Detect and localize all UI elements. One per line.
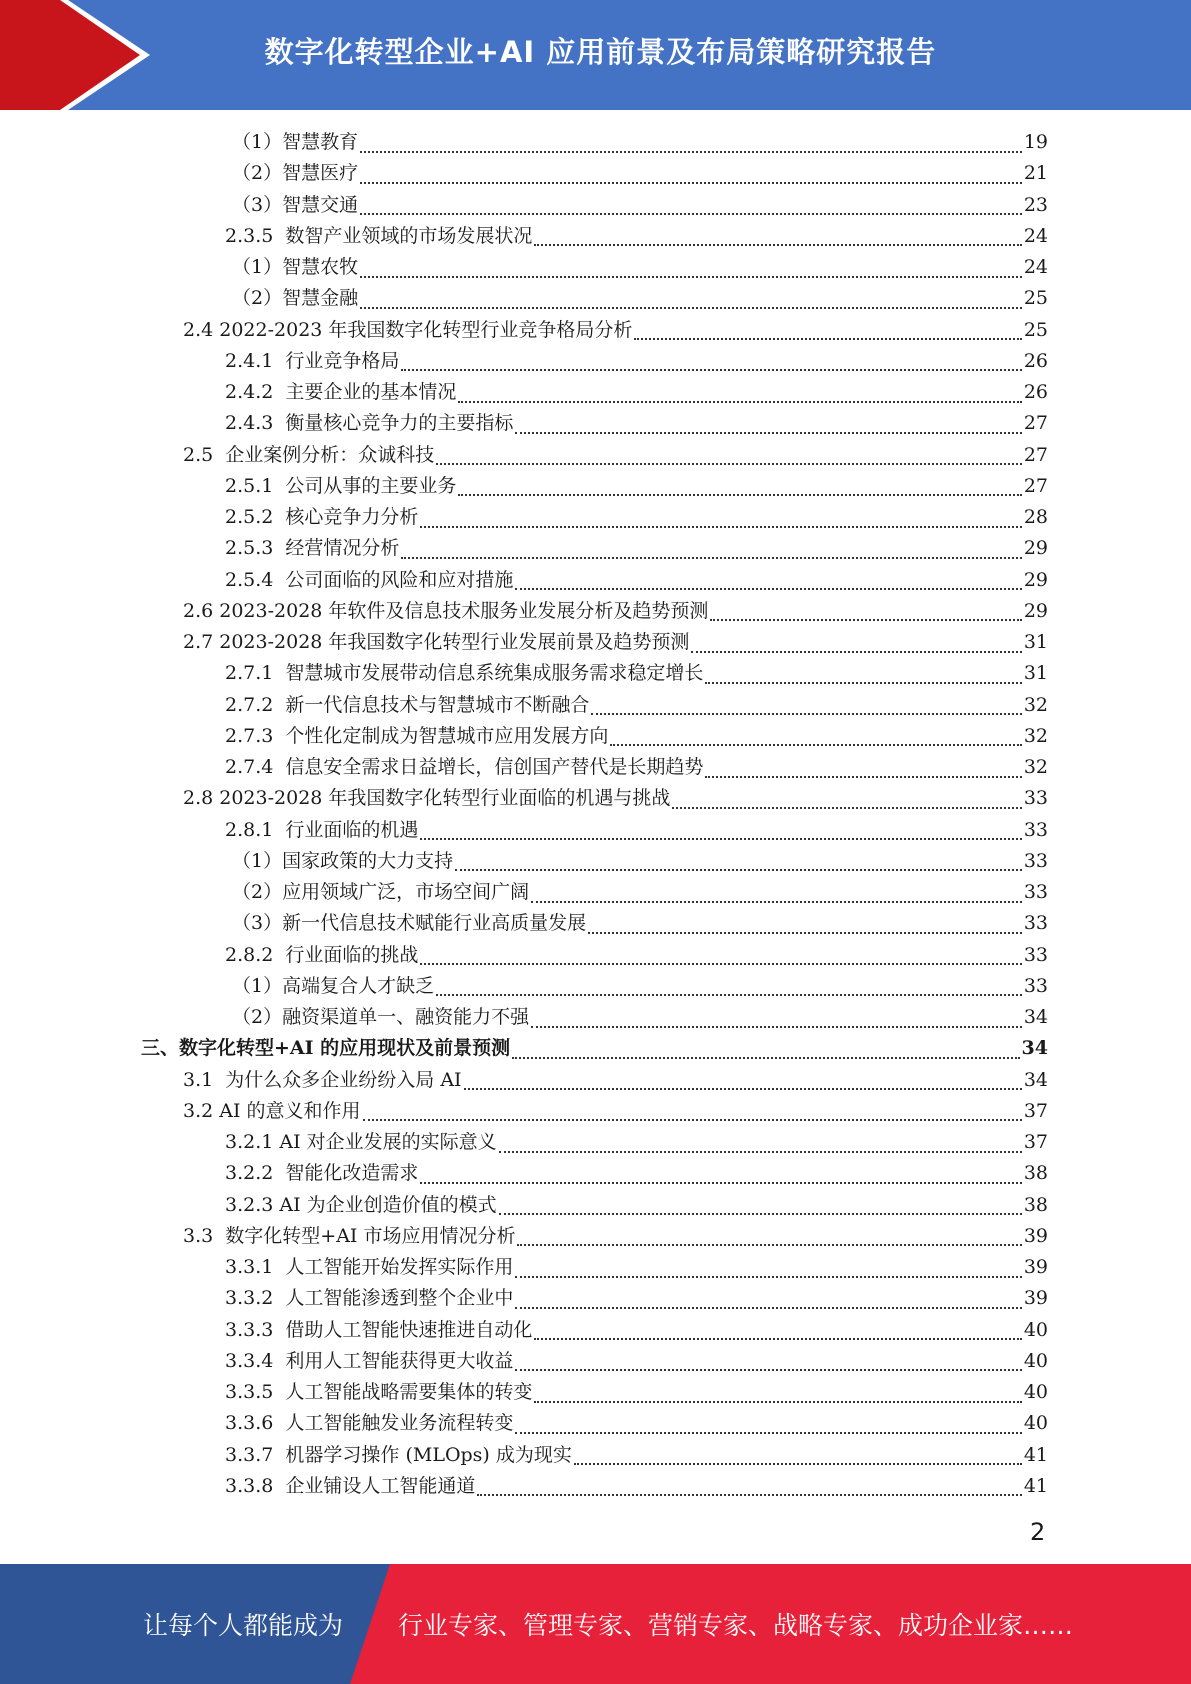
toc-entry-page: 31: [1023, 631, 1048, 653]
toc-entry-title: 3.2.3 AI 为企业创造价值的模式: [225, 1193, 497, 1216]
toc-dot-leader: [464, 1088, 1022, 1090]
toc-entry[interactable]: [225, 1252, 1048, 1283]
toc-entry-title: （3）智慧交通: [232, 193, 359, 216]
toc-entry-title: 2.8 2023-2028 年我国数字化转型行业面临的机遇与挑战: [183, 787, 671, 810]
toc-entry-page: 31: [1023, 662, 1048, 685]
footer-slogan-left: 让每个人都能成为: [143, 1611, 344, 1640]
toc-entry-title: 2.4 2022-2023 年我国数字化转型行业竞争格局分析: [183, 318, 633, 341]
toc-dot-leader: [477, 1494, 1021, 1496]
toc-entry-title: 2.3.5 数智产业领域的市场发展状况: [225, 224, 533, 247]
toc-entry[interactable]: [183, 315, 1048, 346]
toc-entry-title: （2）融资渠道单一、融资能力不强: [232, 1006, 530, 1028]
toc-entry-page: 37: [1023, 1099, 1048, 1122]
toc-dot-leader: [420, 963, 1021, 965]
toc-dot-leader: [534, 244, 1021, 246]
toc-entry-page: 40: [1023, 1412, 1048, 1435]
toc-entry-page: 40: [1023, 1318, 1048, 1341]
toc-entry[interactable]: [225, 1127, 1048, 1158]
toc-entry-title: 3.3.8 企业铺设人工智能通道: [225, 1474, 476, 1497]
toc-entry-page: 39: [1023, 1224, 1048, 1247]
toc-entry-page: 26: [1023, 381, 1048, 403]
toc-dot-leader: [360, 276, 1022, 278]
header-red-chevron: [0, 0, 150, 110]
toc-entry[interactable]: [232, 127, 1048, 158]
toc-entry-page: 34: [1023, 1006, 1048, 1028]
toc-entry[interactable]: [232, 846, 1048, 877]
toc-entry-title: （1）国家政策的大力支持: [232, 849, 454, 872]
toc-entry-page: 33: [1023, 818, 1048, 841]
toc-entry-title: 2.7 2023-2028 年我国数字化转型行业发展前景及趋势预测: [183, 631, 690, 653]
toc-dot-leader: [360, 151, 1022, 153]
toc-entry-page: 24: [1023, 224, 1048, 247]
toc-entry-title: 2.7.2 新一代信息技术与智慧城市不断融合: [225, 693, 590, 716]
toc-entry[interactable]: [232, 971, 1048, 1002]
toc-dot-leader: [360, 213, 1022, 215]
toc-entry[interactable]: [141, 1033, 1048, 1064]
toc-entry[interactable]: [225, 408, 1048, 439]
toc-entry-title: 2.5 企业案例分析：众诚科技: [183, 443, 435, 466]
toc-entry[interactable]: [225, 377, 1048, 408]
toc-dot-leader: [499, 1151, 1022, 1153]
toc-entry-title: 2.5.3 经营情况分析: [225, 537, 400, 560]
toc-entry[interactable]: [225, 1315, 1048, 1346]
toc-entry-page: 21: [1023, 162, 1048, 185]
toc-dot-leader: [574, 1463, 1022, 1465]
toc-entry-page: 29: [1023, 537, 1048, 560]
toc-entry-title: 2.6 2023-2028 年软件及信息技术服务业发展分析及趋势预测: [183, 599, 709, 622]
toc-dot-leader: [610, 744, 1021, 746]
toc-entry[interactable]: [225, 502, 1048, 533]
toc-entry-title: 2.4.1 行业竞争格局: [225, 349, 400, 372]
toc-entry[interactable]: [225, 346, 1048, 377]
toc-entry-page: 39: [1023, 1256, 1048, 1278]
toc-entry-page: 29: [1023, 568, 1048, 591]
toc-entry[interactable]: [225, 1190, 1048, 1221]
toc-dot-leader: [517, 1244, 1021, 1246]
toc-entry-page: 33: [1023, 787, 1048, 810]
toc-entry-title: （2）智慧医疗: [232, 162, 359, 185]
toc-entry[interactable]: [225, 1158, 1048, 1189]
toc-dot-leader: [534, 1338, 1021, 1340]
toc-dot-leader: [515, 1432, 1021, 1434]
toc-entry-page: 27: [1023, 412, 1048, 435]
toc-entry[interactable]: [225, 1440, 1048, 1471]
toc-dot-leader: [515, 1307, 1021, 1309]
page-number: 2: [1030, 1518, 1046, 1546]
toc-dot-leader: [458, 401, 1021, 403]
toc-entry-title: 2.8.1 行业面临的机遇: [225, 818, 419, 841]
toc-entry[interactable]: [232, 158, 1048, 189]
toc-entry[interactable]: [232, 1002, 1048, 1033]
toc-entry-page: 33: [1023, 849, 1048, 872]
toc-entry-title: 3.3.3 借助人工智能快速推进自动化: [225, 1318, 533, 1341]
toc-entry[interactable]: [225, 1408, 1048, 1439]
toc-entry-title: （2）应用领域广泛，市场空间广阔: [232, 881, 530, 903]
toc-entry[interactable]: [183, 1065, 1048, 1096]
toc-dot-leader: [420, 838, 1021, 840]
toc-entry[interactable]: [225, 1471, 1048, 1502]
toc-entry[interactable]: [232, 190, 1048, 221]
toc-dot-leader: [588, 932, 1022, 934]
toc-dot-leader: [705, 776, 1021, 778]
toc-entry[interactable]: [183, 783, 1048, 814]
toc-entry-page: 27: [1023, 443, 1048, 466]
toc-entry-page: 33: [1023, 912, 1048, 935]
toc-entry-title: 3.1 为什么众多企业纷纷入局 AI: [183, 1068, 462, 1091]
toc-entry-page: 25: [1023, 318, 1048, 341]
toc-entry-page: 33: [1023, 974, 1048, 997]
toc-entry-page: 40: [1023, 1349, 1048, 1372]
toc-entry-title: 2.7.1 智慧城市发展带动信息系统集成服务需求稳定增长: [225, 662, 704, 685]
toc-entry-page: 41: [1023, 1474, 1048, 1497]
toc-entry-title: （3）新一代信息技术赋能行业高质量发展: [232, 912, 587, 935]
toc-dot-leader: [401, 557, 1021, 559]
toc-entry[interactable]: [225, 533, 1048, 564]
toc-dot-leader: [499, 1213, 1022, 1215]
toc-entry-title: 3.3.4 利用人工智能获得更大收益: [225, 1349, 514, 1372]
toc-dot-leader: [360, 182, 1022, 184]
toc-entry[interactable]: [225, 471, 1048, 502]
toc-entry-title: 3.3 数字化转型+AI 市场应用情况分析: [183, 1224, 516, 1247]
toc-entry-page: 19: [1023, 131, 1048, 153]
footer-slogan-right: 行业专家、管理专家、营销专家、战略专家、成功企业家……: [398, 1611, 1074, 1640]
toc-entry[interactable]: [183, 1096, 1048, 1127]
toc-dot-leader: [634, 338, 1021, 340]
toc-entry-title: （1）智慧教育: [232, 131, 359, 153]
toc-entry-title: 3.2.2 智能化改造需求: [225, 1162, 419, 1185]
toc-entry[interactable]: [225, 690, 1048, 721]
toc-entry[interactable]: [225, 1377, 1048, 1408]
toc-entry[interactable]: [183, 596, 1048, 627]
toc-dot-leader: [360, 307, 1022, 309]
toc-entry-page: 38: [1023, 1162, 1048, 1185]
toc-dot-leader: [531, 1026, 1022, 1028]
toc-entry-title: 2.8.2 行业面临的挑战: [225, 943, 419, 966]
toc-entry[interactable]: [232, 283, 1048, 314]
toc-entry[interactable]: [225, 1346, 1048, 1377]
toc-entry-page: 27: [1023, 474, 1048, 497]
toc-entry-page: 26: [1023, 349, 1048, 372]
toc-entry-page: 38: [1023, 1193, 1048, 1216]
toc-entry-page: 37: [1023, 1131, 1048, 1153]
toc-dot-leader: [458, 494, 1021, 496]
toc-entry-title: 2.5.1 公司从事的主要业务: [225, 474, 457, 497]
toc-entry-page: 25: [1023, 287, 1048, 310]
toc-entry[interactable]: [232, 908, 1048, 939]
toc-dot-leader: [512, 1057, 1019, 1059]
toc-dot-leader: [420, 526, 1021, 528]
toc-entry[interactable]: [225, 221, 1048, 252]
toc-entry-page: 34: [1021, 1037, 1048, 1060]
toc-dot-leader: [672, 807, 1021, 809]
toc-entry-title: 2.5.2 核心竞争力分析: [225, 506, 419, 528]
toc-entry-page: 24: [1023, 256, 1048, 278]
toc-dot-leader: [515, 432, 1021, 434]
toc-entry[interactable]: [232, 877, 1048, 908]
toc-entry-page: 32: [1023, 693, 1048, 716]
toc-entry-page: 39: [1023, 1287, 1048, 1310]
toc-dot-leader: [436, 994, 1022, 996]
toc-dot-leader: [436, 463, 1022, 465]
toc-dot-leader: [515, 1276, 1021, 1278]
toc-entry-title: （1）高端复合人才缺乏: [232, 974, 435, 997]
toc-entry[interactable]: [183, 1221, 1048, 1252]
toc-entry-title: 2.7.4 信息安全需求日益增长，信创国产替代是长期趋势: [225, 756, 704, 778]
toc-entry-title: 3.2.1 AI 对企业发展的实际意义: [225, 1131, 497, 1153]
toc-entry[interactable]: [225, 721, 1048, 752]
page-header: [0, 0, 1191, 110]
toc-entry-page: 23: [1023, 193, 1048, 216]
toc-entry-page: 32: [1023, 724, 1048, 747]
toc-entry[interactable]: [225, 658, 1048, 689]
toc-entry[interactable]: [225, 940, 1048, 971]
toc-entry-title: 3.3.5 人工智能战略需要集体的转变: [225, 1381, 533, 1403]
toc-entry-title: （2）智慧金融: [232, 287, 359, 310]
toc-dot-leader: [531, 901, 1022, 903]
page-footer: [0, 1564, 1191, 1684]
toc-entry-page: 34: [1023, 1068, 1048, 1091]
toc-entry-page: 29: [1023, 599, 1048, 622]
toc-entry-title: 3.3.1 人工智能开始发挥实际作用: [225, 1256, 514, 1278]
toc-entry-title: （1）智慧农牧: [232, 256, 359, 278]
toc-entry-title: 三、数字化转型+AI 的应用现状及前景预测: [141, 1037, 511, 1060]
toc-dot-leader: [591, 713, 1021, 715]
toc-entry-title: 2.5.4 公司面临的风险和应对措施: [225, 568, 514, 591]
toc-entry-title: 2.4.3 衡量核心竞争力的主要指标: [225, 412, 514, 435]
toc-entry-page: 40: [1023, 1381, 1048, 1403]
toc-entry-page: 41: [1023, 1443, 1048, 1466]
toc-entry-title: 3.2 AI 的意义和作用: [183, 1099, 361, 1122]
toc-entry[interactable]: [183, 627, 1048, 658]
toc-entry-page: 33: [1023, 943, 1048, 966]
toc-dot-leader: [401, 369, 1021, 371]
toc-dot-leader: [710, 619, 1021, 621]
toc-dot-leader: [363, 1119, 1022, 1121]
toc-entry-page: 33: [1023, 881, 1048, 903]
toc-entry[interactable]: [183, 440, 1048, 471]
toc-dot-leader: [515, 588, 1021, 590]
toc-entry[interactable]: [225, 752, 1048, 783]
toc-entry[interactable]: [232, 252, 1048, 283]
toc-entry-title: 3.3.6 人工智能触发业务流程转变: [225, 1412, 514, 1435]
report-title: 数字化转型企业+AI 应用前景及布局策略研究报告: [264, 34, 937, 69]
toc-entry-page: 28: [1023, 506, 1048, 528]
toc-dot-leader: [534, 1401, 1021, 1403]
toc-entry-title: 3.3.2 人工智能渗透到整个企业中: [225, 1287, 514, 1310]
toc-dot-leader: [691, 651, 1021, 653]
toc-entry-title: 2.7.3 个性化定制成为智慧城市应用发展方向: [225, 724, 609, 747]
toc-dot-leader: [515, 1369, 1021, 1371]
toc-entry[interactable]: [225, 815, 1048, 846]
toc-dot-leader: [420, 1182, 1021, 1184]
toc-entry-title: 3.3.7 机器学习操作 (MLOps) 成为现实: [225, 1443, 572, 1466]
toc-dot-leader: [705, 682, 1021, 684]
toc-entry[interactable]: [225, 1283, 1048, 1314]
toc-entry-title: 2.4.2 主要企业的基本情况: [225, 381, 457, 403]
toc-entry[interactable]: [225, 565, 1048, 596]
toc-entry-page: 32: [1023, 756, 1048, 778]
toc-dot-leader: [455, 869, 1022, 871]
